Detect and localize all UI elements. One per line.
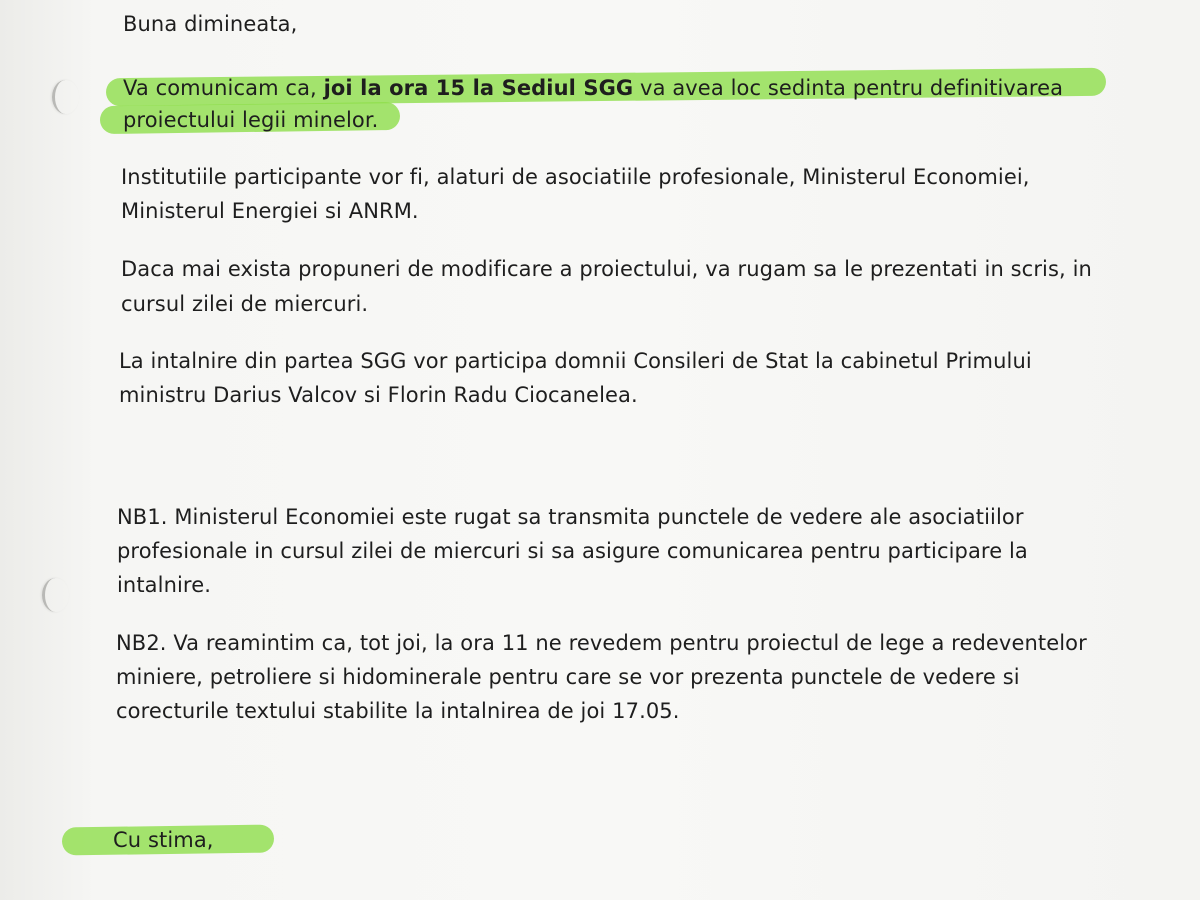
nb1-line-1: NB1. Ministerul Economiei este rugat sa transmita punctele de vedere ale asociatiilor — [117, 505, 1024, 529]
paragraph-2-line-2: Ministerul Energiei si ANRM. — [121, 199, 419, 223]
paragraph-1-suffix: va avea loc sedinta pentru definitivarea — [633, 76, 1064, 100]
paragraph-4-line-1: La intalnire din partea SGG vor participa domnii Consileri de Stat la cabinetul Primului — [119, 349, 1032, 373]
nb2-line-3: corecturile textului stabilite la intalnirea de joi 17.05. — [116, 699, 680, 723]
nb1-line-3: intalnire. — [117, 573, 211, 597]
paragraph-1-prefix: Va comunicam ca, — [123, 76, 324, 100]
nb2-line-2: miniere, petroliere si hidominerale pentru care se vor prezenta punctele de vedere si — [116, 665, 1020, 689]
nb1-line-2: profesionale in cursul zilei de miercuri si sa asigure comunicarea pentru participare la — [117, 539, 1028, 563]
paragraph-3-line-1: Daca mai exista propuneri de modificare a proiectului, va rugam sa le prezentati in scris, in — [121, 257, 1092, 281]
paragraph-1-line-1 — [123, 74, 1063, 102]
closing: Cu stima, — [113, 828, 214, 852]
paragraph-1-bold: joi la ora 15 la Sediul SGG — [323, 76, 634, 100]
punch-hole-top — [52, 80, 79, 114]
punch-hole-bottom — [42, 578, 69, 612]
paragraph-4-line-2: ministru Darius Valcov si Florin Radu Ciocanelea. — [119, 383, 638, 407]
nb2-line-1: NB2. Va reamintim ca, tot joi, la ora 11 ne revedem pentru proiectul de lege a redeventelor — [116, 631, 1087, 655]
greeting: Buna dimineata, — [123, 12, 298, 36]
paragraph-3-line-2: cursul zilei de miercuri. — [121, 292, 369, 316]
paragraph-1-line-2: proiectului legii minelor. — [123, 108, 379, 132]
paragraph-2-line-1: Institutiile participante vor fi, alaturi de asociatiile profesionale, Ministerul Economiei, — [121, 165, 1030, 189]
